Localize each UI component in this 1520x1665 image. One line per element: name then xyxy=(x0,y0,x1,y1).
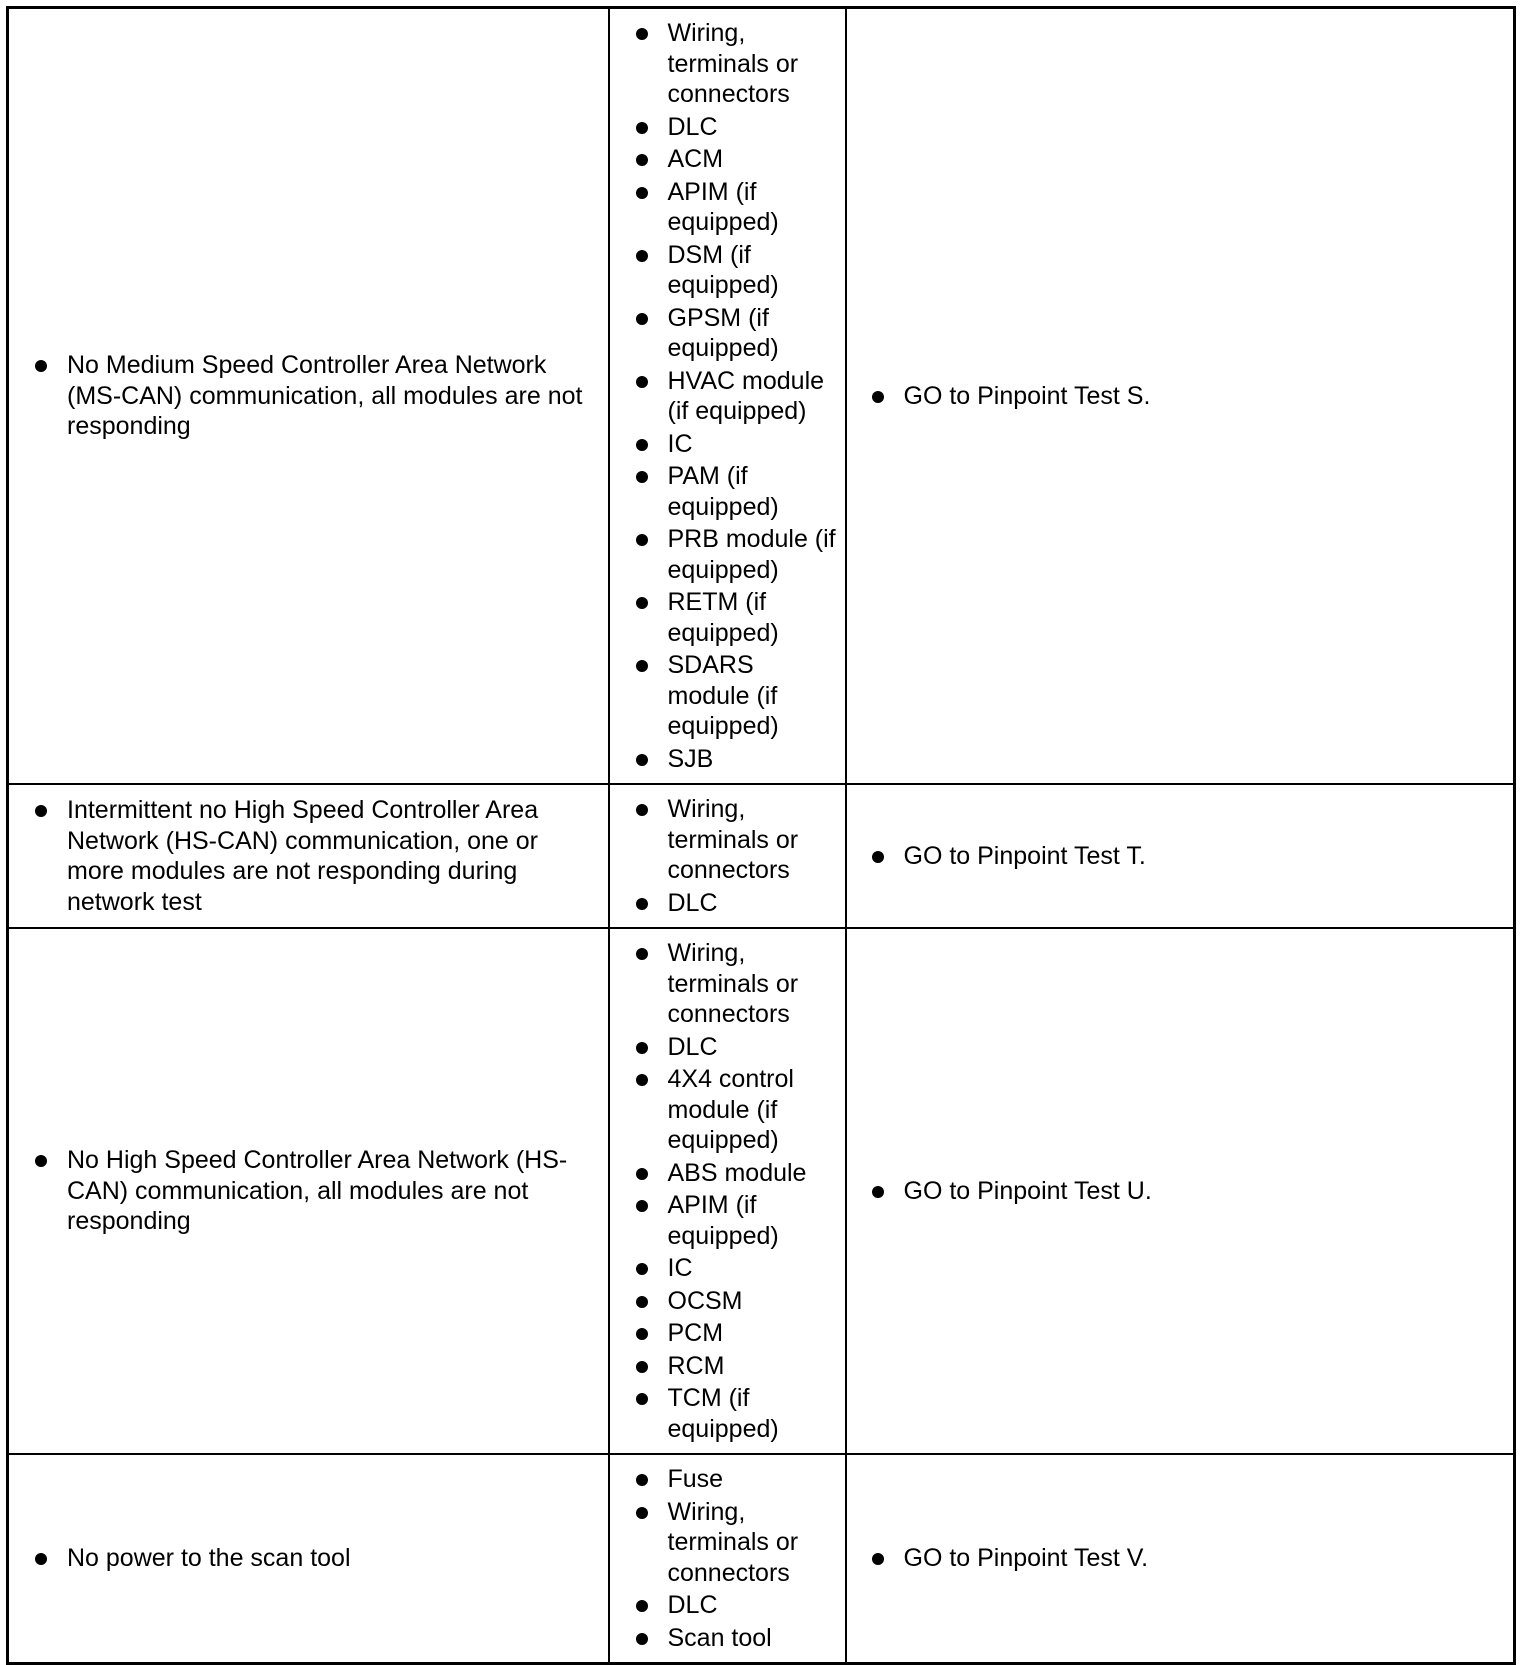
condition-cell xyxy=(8,1454,609,1664)
source-item: DLC xyxy=(636,888,839,919)
condition-cell xyxy=(8,784,609,928)
source-item: ABS module xyxy=(636,1158,839,1189)
possible-sources-cell xyxy=(609,8,846,785)
source-item: DLC xyxy=(636,112,839,143)
condition-cell xyxy=(8,8,609,785)
source-item: HVAC module (if equipped) xyxy=(636,366,839,427)
source-item: DSM (if equipped) xyxy=(636,240,839,301)
source-item: Scan tool xyxy=(636,1623,839,1654)
action-text: GO to Pinpoint Test S. xyxy=(872,381,1494,412)
source-item: PRB module (if equipped) xyxy=(636,524,839,585)
condition-text: No High Speed Controller Area Network (HS-CAN) communication, all modules are not responding xyxy=(35,1145,588,1237)
action-text: GO to Pinpoint Test T. xyxy=(872,841,1494,872)
source-item: APIM (if equipped) xyxy=(636,1190,839,1251)
possible-sources-cell xyxy=(609,784,846,928)
condition-text: Intermittent no High Speed Controller Area Network (HS-CAN) communication, one or more modules are not responding during network test xyxy=(35,795,588,917)
source-item: SDARS module (if equipped) xyxy=(636,650,839,742)
source-item: ACM xyxy=(636,144,839,175)
source-item: IC xyxy=(636,429,839,460)
source-item: SJB xyxy=(636,744,839,775)
source-item: APIM (if equipped) xyxy=(636,177,839,238)
source-item: Wiring, terminals or connectors xyxy=(636,794,839,886)
table-row xyxy=(8,1454,1515,1664)
source-item: Wiring, terminals or connectors xyxy=(636,1497,839,1589)
action-text: GO to Pinpoint Test U. xyxy=(872,1176,1494,1207)
condition-text: No power to the scan tool xyxy=(35,1543,588,1574)
action-text: GO to Pinpoint Test V. xyxy=(872,1543,1494,1574)
action-cell xyxy=(846,1454,1515,1664)
source-item: PAM (if equipped) xyxy=(636,461,839,522)
condition-text: No Medium Speed Controller Area Network (MS-CAN) communication, all modules are not responding xyxy=(35,350,588,442)
table-row xyxy=(8,928,1515,1454)
source-item: 4X4 control module (if equipped) xyxy=(636,1064,839,1156)
source-item: Wiring, terminals or connectors xyxy=(636,938,839,1030)
symptom-chart-table xyxy=(6,6,1516,1665)
source-item: GPSM (if equipped) xyxy=(636,303,839,364)
possible-sources-cell xyxy=(609,1454,846,1664)
source-item: OCSM xyxy=(636,1286,839,1317)
source-item: TCM (if equipped) xyxy=(636,1383,839,1444)
source-item: IC xyxy=(636,1253,839,1284)
source-item: PCM xyxy=(636,1318,839,1349)
source-item: DLC xyxy=(636,1032,839,1063)
table-row xyxy=(8,8,1515,785)
possible-sources-cell xyxy=(609,928,846,1454)
action-cell xyxy=(846,928,1515,1454)
source-item: RETM (if equipped) xyxy=(636,587,839,648)
action-cell xyxy=(846,784,1515,928)
source-item: RCM xyxy=(636,1351,839,1382)
source-item: DLC xyxy=(636,1590,839,1621)
action-cell xyxy=(846,8,1515,785)
condition-cell xyxy=(8,928,609,1454)
table-row xyxy=(8,784,1515,928)
source-item: Wiring, terminals or connectors xyxy=(636,18,839,110)
source-item: Fuse xyxy=(636,1464,839,1495)
